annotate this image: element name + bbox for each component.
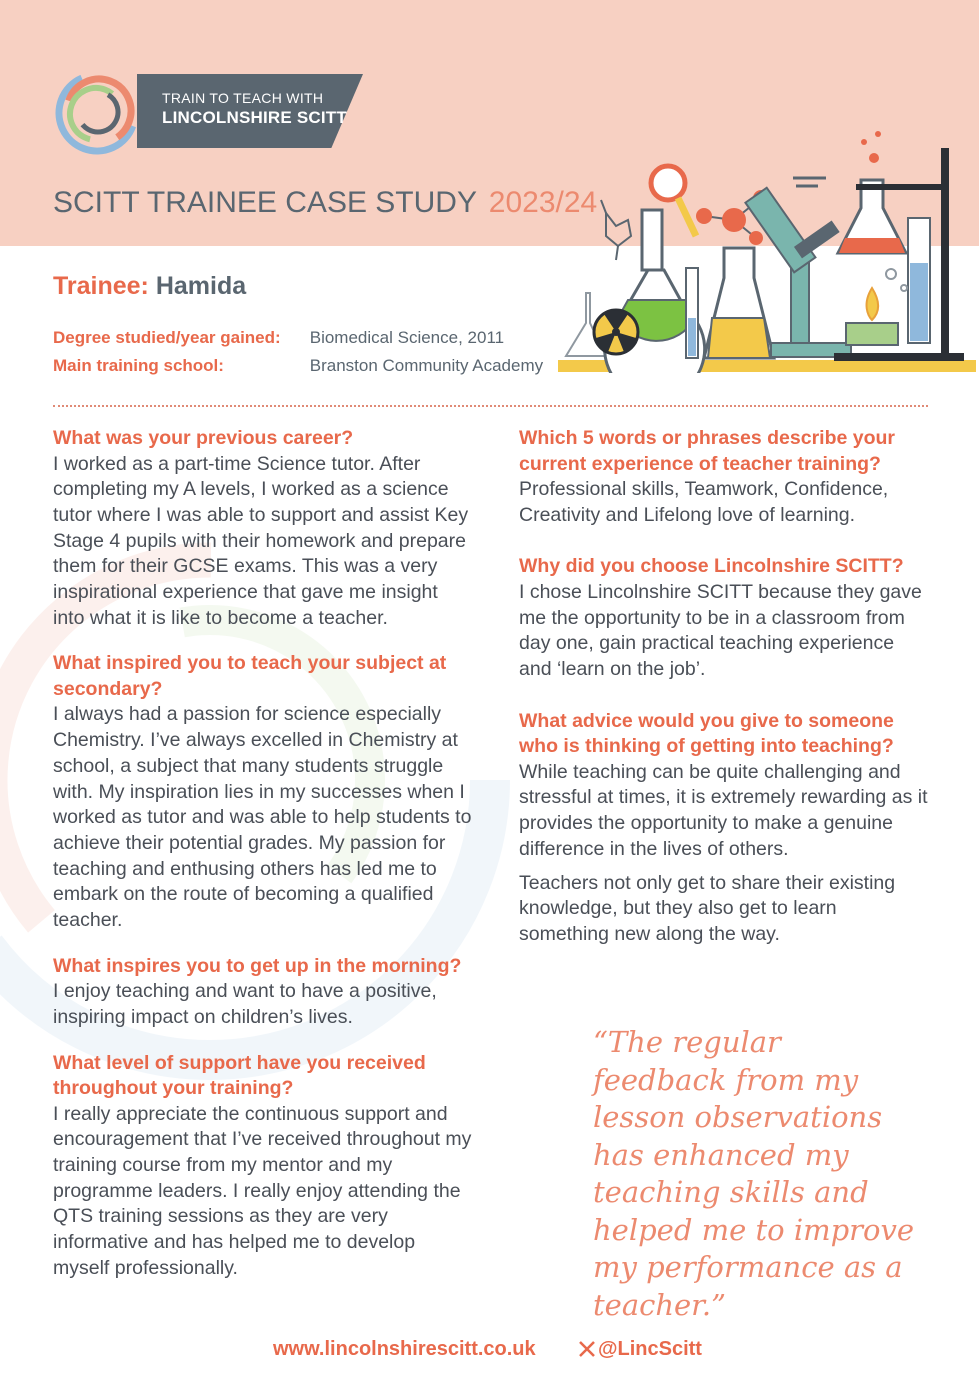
school-label: Main training school: bbox=[53, 356, 224, 375]
question: What inspires you to get up in the morning? bbox=[53, 954, 462, 977]
degree-row bbox=[53, 328, 504, 348]
question: What was your previous career? bbox=[53, 427, 354, 449]
title-text: SCITT TRAINEE CASE STUDY bbox=[53, 186, 477, 219]
science-lab-illustration-icon bbox=[556, 128, 976, 373]
qa-block bbox=[53, 1051, 473, 1282]
dotted-divider bbox=[53, 405, 928, 407]
qa-block bbox=[519, 709, 929, 948]
social-handle: @LincScitt bbox=[598, 1338, 702, 1360]
x-icon bbox=[578, 1340, 596, 1358]
trainee-heading bbox=[53, 272, 246, 301]
qa-block bbox=[519, 554, 929, 682]
right-column bbox=[519, 426, 929, 968]
social-handle-link[interactable] bbox=[578, 1338, 702, 1361]
qa-block bbox=[53, 954, 473, 1031]
circular-rings-logo-icon bbox=[52, 66, 147, 161]
answer: I always had a passion for science especially Chemistry. I’ve always excelled in Chemistry at school, a subject that many students struggle with. My inspiration lies in my successes when I worked as tutor and was able to help students to achieve their potential grades. My passion for teaching and enthusing others has led me to embark on the route of becoming a qualified teacher. bbox=[53, 703, 472, 932]
qa-block bbox=[53, 426, 473, 631]
qa-block bbox=[519, 426, 929, 528]
question: What inspired you to teach your subject at secondary? bbox=[53, 652, 447, 700]
degree-label: Degree studied/year gained: bbox=[53, 328, 281, 347]
degree-value: Biomedical Science, 2011 bbox=[309, 328, 505, 347]
answer: I worked as a part-time Science tutor. After completing my A levels, I worked as a science tutor where I was able to support and assist Key Stage 4 pupils with their homework and prepare them for their GCSE exams. This was a very inspirational experience that gave me insight into what it is like to become a teacher. bbox=[53, 452, 469, 629]
website-link[interactable]: www.lincolnshirescitt.co.uk bbox=[273, 1338, 536, 1360]
left-column bbox=[53, 426, 473, 1302]
answer: Professional skills, Teamwork, Confidence, Creativity and Lifelong love of learning. bbox=[519, 478, 889, 526]
qa-block bbox=[53, 651, 473, 933]
answer-continued: Teachers not only get to share their existing knowledge, but they also get to learn something new along the way. bbox=[519, 871, 896, 945]
logo-line2: LINCOLNSHIRE SCITT bbox=[162, 108, 347, 127]
logo-line1: TRAIN TO TEACH WITH bbox=[162, 90, 324, 106]
trainee-label: Trainee: bbox=[53, 272, 149, 300]
answer: I enjoy teaching and want to have a positive, inspiring impact on children’s lives. bbox=[53, 980, 437, 1028]
logo[interactable] bbox=[52, 66, 372, 161]
pull-quote: “The regular feedback from my lesson observations has enhanced my teaching skills and helped me to improve my performance as a teacher.” bbox=[593, 1025, 915, 1322]
title-year: 2023/24 bbox=[488, 186, 598, 219]
answer: While teaching can be quite challenging and stressful at times, it is extremely rewarding as it provides the opportunity to make a genuine difference in the lives of others. bbox=[519, 760, 928, 860]
trainee-name: Hamida bbox=[155, 272, 247, 300]
question: Why did you choose Lincolnshire SCITT? bbox=[519, 555, 904, 578]
page-title bbox=[53, 186, 597, 220]
question: What advice would you give to someone who is thinking of getting into teaching? bbox=[519, 709, 894, 758]
answer: I really appreciate the continuous support and encouragement that I’ve received throughout my training course from my mentor and my programme leaders. I really enjoy attending the QTS training sessions as they are very informative and has helped me to develop myself professionally. bbox=[53, 1102, 472, 1279]
answer: I chose Lincolnshire SCITT because they gave me the opportunity to be in a classroom from day one, gain practical teaching experience and ‘learn on the job’. bbox=[519, 580, 922, 681]
question: Which 5 words or phrases describe your current experience of teacher training? bbox=[519, 427, 896, 475]
school-value: Branston Community Academy bbox=[309, 356, 544, 375]
school-row bbox=[53, 356, 543, 376]
question: What level of support have you received throughout your training? bbox=[53, 1051, 426, 1100]
